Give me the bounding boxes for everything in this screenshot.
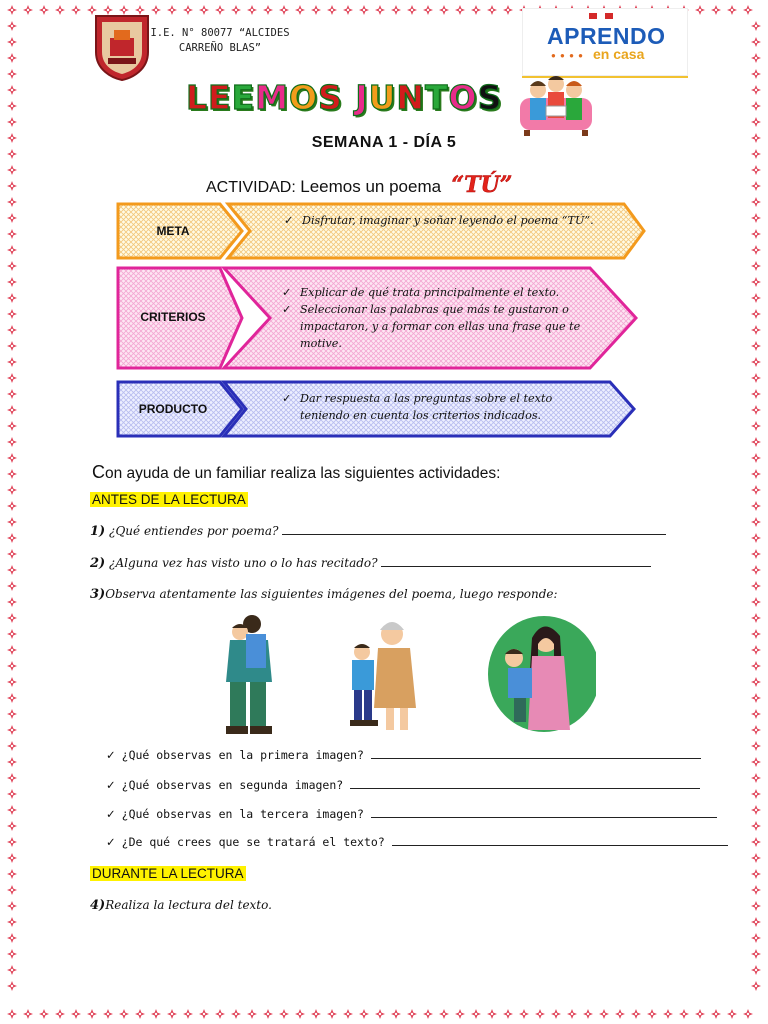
durante-heading: DURANTE LA LECTURA [92,866,244,881]
border-flower-icon [119,1009,129,1019]
border-flower-icon [751,549,761,559]
check-icon: ✓ [106,835,116,849]
meta-content [284,212,614,229]
border-flower-icon [751,885,761,895]
border-flower-icon [751,213,761,223]
border-flower-icon [295,1009,305,1019]
producto-content [282,390,602,424]
border-flower-icon [751,229,761,239]
border-flower-icon [751,245,761,255]
border-flower-icon [751,933,761,943]
border-flower-icon [751,837,761,847]
intro-instruction [92,462,500,483]
border-flower-icon [135,1009,145,1019]
border-flower-icon [359,1009,369,1019]
border-flower-icon [751,821,761,831]
answer-line-1[interactable] [282,522,666,535]
border-flower-icon [751,469,761,479]
border-flower-icon [647,1009,657,1019]
question-1-text: ¿Qué entiendes por poema? [109,524,279,538]
banner-letter: S [318,78,343,117]
border-flower-icon [7,389,17,399]
border-flower-icon [743,1009,753,1019]
father-hugging-child-illustration [212,612,288,740]
border-flower-icon [7,149,17,159]
banner-letter: M [255,78,289,117]
producto-row [116,380,636,438]
border-flower-icon [7,277,17,287]
border-flower-icon [751,645,761,655]
border-flower-icon [7,37,17,47]
border-flower-icon [751,741,761,751]
border-flower-icon [7,341,17,351]
border-flower-icon [7,773,17,783]
border-flower-icon [751,565,761,575]
question-3-number: 3) [90,587,106,602]
border-flower-icon [7,197,17,207]
border-flower-icon [7,437,17,447]
border-flower-icon [375,1009,385,1019]
border-flower-icon [615,1009,625,1019]
banner-title [186,78,502,117]
border-flower-icon [487,1009,497,1019]
border-flower-icon [751,949,761,959]
border-flower-icon [7,117,17,127]
answer-line-sub4[interactable] [392,833,728,846]
border-flower-icon [7,453,17,463]
aprendo-subtitle: en casa [593,46,645,62]
subquestion-3-text: ¿Qué observas en la tercera imagen? [121,807,364,821]
border-flower-icon [7,661,17,671]
border-flower-icon [7,837,17,847]
border-flower-icon [7,933,17,943]
border-flower-icon [199,1009,209,1019]
worksheet-page [36,10,732,1010]
border-flower-icon [7,325,17,335]
border-flower-icon [751,597,761,607]
border-flower-icon [751,325,761,335]
banner-letter: J [355,78,369,117]
border-flower-icon [743,5,753,15]
border-flower-icon [7,517,17,527]
border-flower-icon [55,1009,65,1019]
subquestion-4 [106,833,728,849]
border-flower-icon [751,437,761,447]
border-flower-icon [439,1009,449,1019]
border-flower-icon [751,357,761,367]
school-name-line2: CARREÑO BLAS” [178,42,262,54]
border-flower-icon [7,741,17,751]
border-flower-icon [7,709,17,719]
border-flower-icon [7,949,17,959]
border-flower-icon [7,917,17,927]
border-flower-icon [751,181,761,191]
border-flower-icon [7,965,17,975]
border-flower-icon [7,581,17,591]
criterios-row [116,266,638,370]
subquestion-2-text: ¿Qué observas en segunda imagen? [121,778,344,792]
border-flower-icon [751,661,761,671]
activity-text: Leemos un poema [300,177,442,196]
border-flower-icon [87,1009,97,1019]
border-flower-icon [663,1009,673,1019]
border-flower-icon [103,1009,113,1019]
question-2-number: 2) [90,556,106,571]
border-flower-icon [423,1009,433,1019]
border-flower-icon [279,1009,289,1019]
border-flower-icon [751,757,761,767]
subquestion-1 [106,746,701,762]
border-flower-icon [751,965,761,975]
border-flower-icon [7,101,17,111]
border-flower-icon [7,549,17,559]
border-flower-icon [551,1009,561,1019]
banner-letter: L [186,78,209,117]
subquestion-1-text: ¿Qué observas en la primera imagen? [121,748,364,762]
banner-letter: E [208,78,232,117]
border-flower-icon [631,1009,641,1019]
border-flower-icon [7,597,17,607]
antes-heading: ANTES DE LA LECTURA [92,492,246,507]
answer-line-2[interactable] [381,554,651,567]
border-flower-icon [7,485,17,495]
banner-letter: S [477,78,503,117]
border-flower-icon [751,485,761,495]
question-1-number: 1) [90,524,106,539]
border-flower-icon [343,1009,353,1019]
border-flower-icon [751,373,761,383]
border-flower-icon [391,1009,401,1019]
banner-letter: U [368,78,397,117]
border-flower-icon [151,1009,161,1019]
border-flower-icon [327,1009,337,1019]
border-flower-icon [7,53,17,63]
producto-item: ✓ Dar respuesta a las preguntas sobre el texto teniendo en cuenta los criterios indicados. [282,390,602,424]
border-flower-icon [599,1009,609,1019]
banner-letter [343,78,356,117]
border-flower-icon [7,421,17,431]
question-4-number: 4) [90,898,106,913]
border-flower-icon [7,981,17,991]
border-flower-icon [7,757,17,767]
dots-icon: ● ● ● ● [551,51,584,60]
border-flower-icon [751,629,761,639]
question-4 [90,898,272,913]
border-flower-icon [7,901,17,911]
border-flower-icon [751,149,761,159]
border-flower-icon [215,1009,225,1019]
border-flower-icon [7,885,17,895]
border-flower-icon [7,725,17,735]
banner-letter: T [425,78,449,117]
border-flower-icon [751,725,761,735]
border-flower-icon [751,405,761,415]
border-flower-icon [7,293,17,303]
border-flower-icon [751,261,761,271]
border-flower-icon [751,709,761,719]
activity-heading [206,172,512,198]
border-flower-icon [231,1009,241,1019]
border-flower-icon [751,309,761,319]
border-flower-icon [711,1009,721,1019]
border-flower-icon [7,629,17,639]
answer-line-sub2[interactable] [350,776,700,789]
banner-letter: E [231,78,256,117]
border-flower-icon [751,101,761,111]
border-flower-icon [7,533,17,543]
banner-letter: O [448,78,478,117]
meta-label: META [156,224,190,238]
criterios-item: ✓ Seleccionar las palabras que más te gustaron o impactaron, y a formar con ellas una frase que te motive. [282,301,582,352]
week-day-heading: SEMANA 1 - DÍA 5 [311,134,457,151]
border-flower-icon [39,1009,49,1019]
border-flower-icon [751,533,761,543]
border-flower-icon [751,581,761,591]
border-flower-icon [7,261,17,271]
question-2 [90,554,651,571]
check-icon: ✓ [106,778,116,792]
border-flower-icon [7,357,17,367]
border-flower-icon [7,229,17,239]
border-flower-icon [183,1009,193,1019]
border-flower-icon [727,1009,737,1019]
border-flower-icon [7,181,17,191]
border-flower-icon [7,309,17,319]
activity-label: ACTIVIDAD: [206,179,296,196]
border-flower-icon [7,405,17,415]
border-flower-icon [751,85,761,95]
border-flower-icon [7,853,17,863]
border-flower-icon [471,1009,481,1019]
border-flower-icon [7,693,17,703]
border-flower-icon [7,21,17,31]
border-flower-icon [455,1009,465,1019]
subquestion-3 [106,805,717,821]
border-flower-icon [751,981,761,991]
border-flower-icon [7,85,17,95]
producto-label: PRODUCTO [138,402,208,416]
border-flower-icon [751,853,761,863]
border-flower-icon [23,5,33,15]
border-flower-icon [7,5,17,15]
border-flower-icon [751,53,761,63]
border-flower-icon [311,1009,321,1019]
border-flower-icon [167,1009,177,1019]
school-crest-logo [92,12,152,82]
border-flower-icon [7,165,17,175]
border-flower-icon [751,133,761,143]
border-flower-icon [7,613,17,623]
check-icon: ✓ [106,748,116,762]
border-flower-icon [7,245,17,255]
border-flower-icon [751,501,761,511]
border-flower-icon [7,645,17,655]
peru-flag-icon [589,13,613,19]
grandmother-hugging-child-illustration [342,612,422,740]
border-flower-icon [751,389,761,399]
border-flower-icon [7,373,17,383]
border-flower-icon [7,789,17,799]
border-flower-icon [503,1009,513,1019]
intro-text: on ayuda de un familiar realiza las siguientes actividades: [105,465,501,482]
border-flower-icon [751,293,761,303]
border-flower-icon [751,613,761,623]
border-flower-icon [751,421,761,431]
border-flower-icon [751,805,761,815]
criterios-item: ✓ Explicar de qué trata principalmente el texto. [282,284,582,301]
border-flower-icon [535,1009,545,1019]
border-flower-icon [519,1009,529,1019]
border-flower-icon [751,453,761,463]
border-flower-icon [7,69,17,79]
banner-letter: O [288,78,319,117]
border-flower-icon [7,133,17,143]
border-flower-icon [751,69,761,79]
meta-item: ✓ Disfrutar, imaginar y soñar leyendo el poema “TÚ”. [284,212,614,229]
border-flower-icon [23,1009,33,1019]
meta-row [116,202,646,260]
border-flower-icon [263,1009,273,1019]
border-flower-icon [751,789,761,799]
aprendo-en-casa-logo [522,8,688,76]
poem-title: “TÚ” [451,172,513,198]
school-name-line1: I.E. N° 80077 “ALCIDES [150,27,290,39]
border-flower-icon [751,773,761,783]
question-1 [90,522,666,539]
subquestion-4-text: ¿De qué crees que se tratará el texto? [121,835,385,849]
border-flower-icon [751,917,761,927]
border-flower-icon [751,869,761,879]
border-flower-icon [751,517,761,527]
border-flower-icon [7,1009,17,1019]
border-flower-icon [7,677,17,687]
border-flower-icon [751,677,761,687]
answer-line-sub1[interactable] [371,746,701,759]
answer-line-sub3[interactable] [371,805,717,818]
border-flower-icon [695,1009,705,1019]
border-flower-icon [7,565,17,575]
intro-cap: C [92,462,105,482]
border-flower-icon [71,1009,81,1019]
border-flower-icon [751,197,761,207]
border-flower-icon [7,869,17,879]
border-flower-icon [751,693,761,703]
subquestion-2 [106,776,700,792]
border-flower-icon [407,1009,417,1019]
border-flower-icon [679,1009,689,1019]
border-flower-icon [7,821,17,831]
family-reading-illustration [516,72,596,138]
border-flower-icon [751,165,761,175]
criterios-content [282,284,582,352]
border-flower-icon [247,1009,257,1019]
question-3 [90,587,558,602]
border-flower-icon [751,117,761,127]
school-name [150,26,290,56]
border-flower-icon [567,1009,577,1019]
border-flower-icon [7,501,17,511]
border-flower-icon [751,901,761,911]
border-flower-icon [751,37,761,47]
border-flower-icon [7,469,17,479]
question-3-text: Observa atentamente las siguientes imágenes del poema, luego responde: [105,587,558,601]
border-flower-icon [751,277,761,287]
border-flower-icon [7,805,17,815]
mother-hugging-child-illustration [484,610,596,738]
border-flower-icon [583,1009,593,1019]
banner-letter: N [396,78,426,117]
border-flower-icon [751,341,761,351]
question-4-text: Realiza la lectura del texto. [105,898,272,912]
border-flower-icon [751,21,761,31]
question-2-text: ¿Alguna vez has visto uno o lo has recitado? [109,556,378,570]
criterios-label: CRITERIOS [140,310,206,324]
check-icon: ✓ [106,807,116,821]
border-flower-icon [7,213,17,223]
aprendo-title: APRENDO [547,23,666,49]
